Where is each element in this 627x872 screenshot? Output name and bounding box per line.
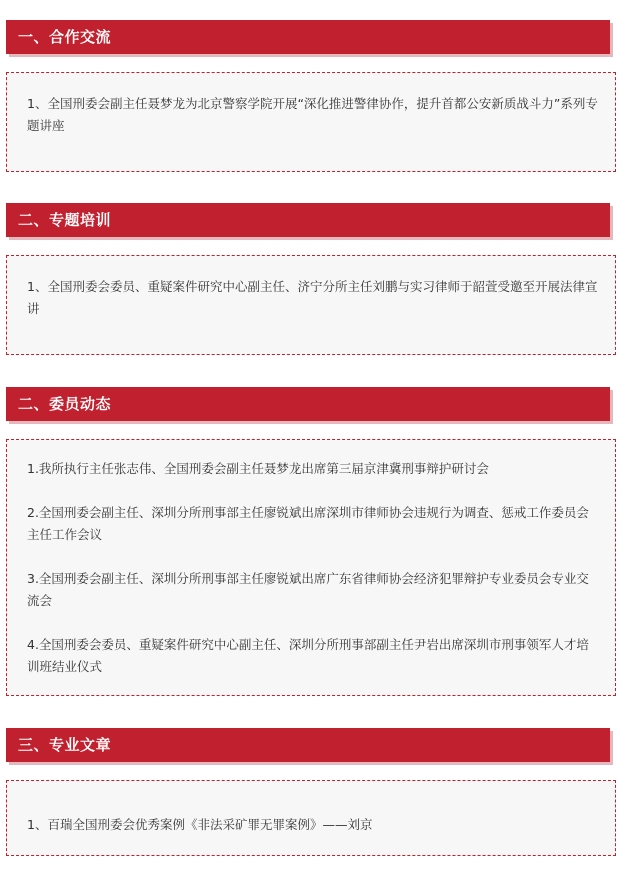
list-item[interactable]: 1.我所执行主任张志伟、全国刑委会副主任聂梦龙出席第三届京津冀刑事辩护研讨会 <box>27 461 489 476</box>
list-item[interactable]: 1、全国刑委会委员、重疑案件研究中心副主任、济宁分所主任刘鹏与实习律师于韶萱受邀至开展法律宣讲 <box>27 279 598 316</box>
section-header <box>6 728 616 765</box>
section-title: 二、委员动态 <box>6 387 610 421</box>
section-content <box>6 780 616 856</box>
section-title: 二、专题培训 <box>6 203 610 237</box>
section-header <box>6 20 616 57</box>
section-articles <box>6 728 616 832</box>
list-item[interactable]: 3.全国刑委会副主任、深圳分所刑事部主任廖锐斌出席广东省律师协会经济犯罪辩护专业委员会专业交流会 <box>27 571 589 608</box>
list-item[interactable]: 4.全国刑委会委员、重疑案件研究中心副主任、深圳分所刑事部副主任尹岩出席深圳市刑事领军人才培训班结业仪式 <box>27 637 589 674</box>
section-content <box>6 439 616 696</box>
section-title: 三、专业文章 <box>6 728 610 762</box>
list-item[interactable]: 1、百瑞全国刑委会优秀案例《非法采矿罪无罪案例》——刘京 <box>27 817 373 832</box>
list-item[interactable]: 1、全国刑委会副主任聂梦龙为北京警察学院开展“深化推进警律协作，提升首都公安新质战斗力”系列专题讲座 <box>27 96 598 133</box>
section-header <box>6 387 616 424</box>
section-member-news <box>6 387 616 674</box>
section-content <box>6 72 616 172</box>
section-content <box>6 255 616 355</box>
section-header <box>6 203 616 240</box>
section-training <box>6 203 616 316</box>
section-title: 一、合作交流 <box>6 20 610 54</box>
list-item[interactable]: 2.全国刑委会副主任、深圳分所刑事部主任廖锐斌出席深圳市律师协会违规行为调查、惩戒工作委员会主任工作会议 <box>27 505 589 542</box>
section-cooperation <box>6 20 616 133</box>
